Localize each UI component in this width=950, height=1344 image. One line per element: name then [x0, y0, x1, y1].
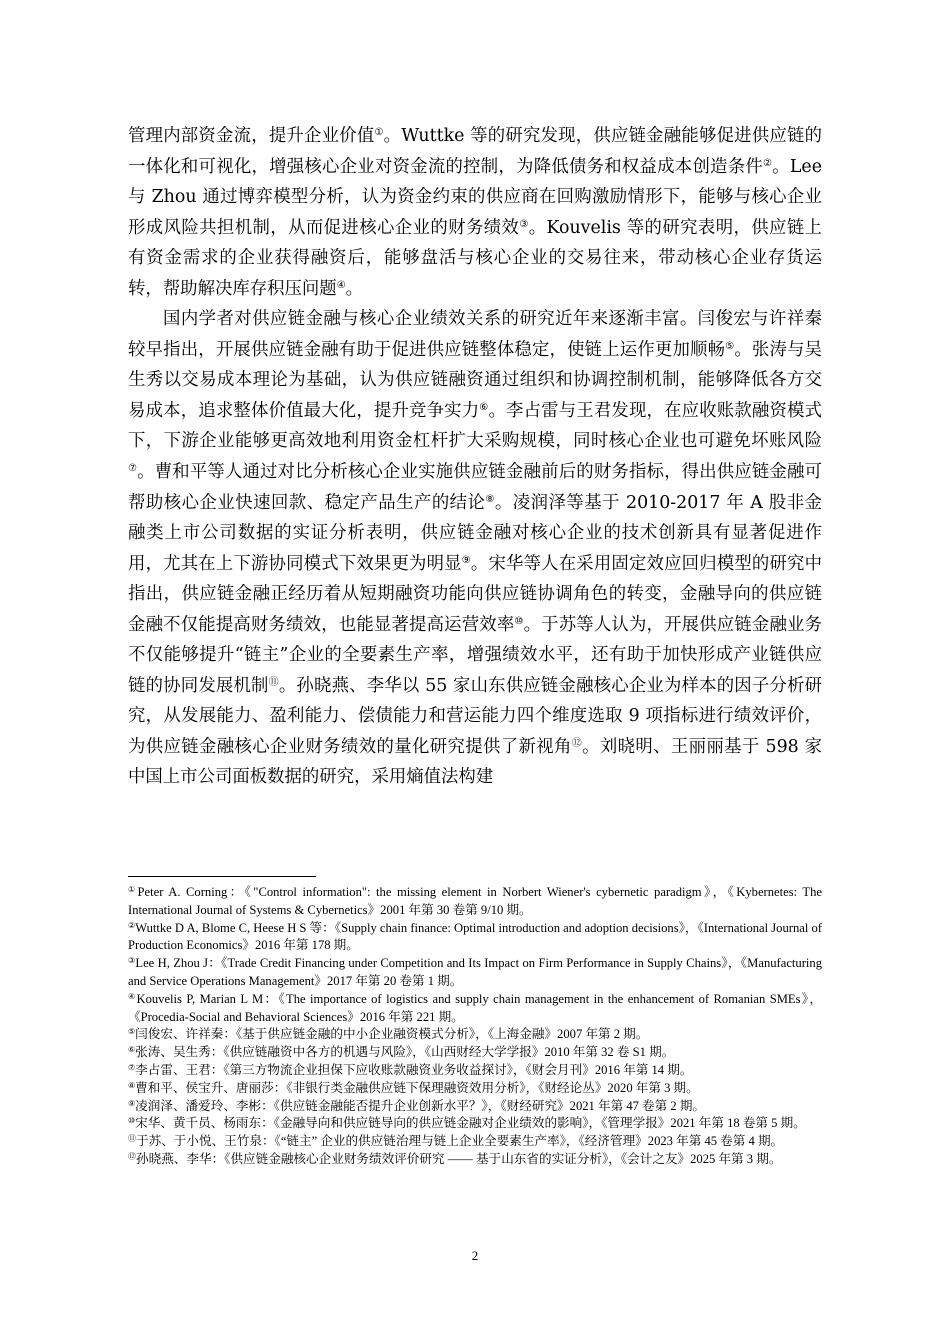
footnote-text: 于苏、于小悦、王竹泉：《“链主” 企业的供应链治理与链上企业全要素生产率》，《经济管理》2023 年第 45 卷第 4 期。	[136, 1134, 784, 1149]
footnote-separator	[128, 876, 316, 877]
footnote-reference[interactable]: ⑥	[479, 401, 489, 413]
body-text-run: 。Kouvelis 等的研究表明，供应链上有资金需求的企业获得融资后，能够盘活与核心企业的交易往来，带动核心企业存货运转，帮助解决库存积压问题	[128, 217, 823, 299]
page-number: 2	[471, 1248, 479, 1263]
footnotes	[128, 884, 822, 1169]
body-paragraph	[128, 304, 822, 793]
footnote-text: 凌润泽、潘爱玲、李彬：《供应链金融能否提升企业创新水平？》，《财经研究》2021 年第 47 卷第 2 期。	[135, 1098, 706, 1113]
footnote-mark: ②	[128, 920, 136, 930]
footnote-reference[interactable]: ③	[519, 218, 529, 230]
body-text-run: 。张涛与吴生秀以交易成本理论为基础，认为供应链融资通过组织和协调控制机制，能够降低各方交易成本，追求整体价值最大化，提升竞争实力	[128, 339, 822, 421]
footnote-mark: ①	[128, 885, 138, 894]
footnote-mark: ⑩	[128, 1116, 136, 1126]
footnote-reference[interactable]: ②	[763, 157, 773, 169]
body-text-run: 。Lee 与 Zhou 通过博弈模型分析，认为资金约束的供应商在回购激励情形下，能够与核心企业形成风险共担机制，从而促进核心企业的财务绩效	[128, 156, 822, 238]
footnote-item	[128, 991, 822, 1027]
footnote-text: Peter A. Corning：《"Control information": the missing element in Norbert Wiener's cybernetic paradigm》，《Kybernetes: The International Journal of Systems & Cybernetics》2001 年第 30 卷第 9/10 期。	[128, 885, 822, 917]
footnote-text: Kouvelis P, Marian L M：《The importance of logistics and supply chain management in the enhancement of Romanian SMEs》，《Procedia-Social and Behavioral Sciences》2016 年第 221 期。	[128, 991, 822, 1024]
footnote-text: 张涛、吴生秀：《供应链融资中各方的机遇与风险》，《山西财经大学学报》2010 年第 32 卷 S1 期。	[135, 1045, 675, 1060]
footnote-mark: ⑤	[128, 1027, 136, 1037]
footnote-reference[interactable]: ④	[336, 279, 346, 291]
body-text-run: 。刘晓明、王丽丽基于 598 家中国上市公司面板数据的研究，采用熵值法构建	[128, 736, 822, 788]
footnote-reference[interactable]: ⑫	[571, 737, 583, 749]
footnote-item	[128, 1044, 822, 1062]
footnote-text: Wuttke D A, Blome C, Heese H S 等：《Supply chain finance: Optimal introduction and adoption decisions》，《International Journal of Production Economics》2016 年第 178 期。	[128, 920, 823, 953]
footnote-reference[interactable]: ⑦	[128, 463, 138, 475]
footnote-item	[128, 1098, 822, 1116]
footnote-mark: ⑫	[128, 1151, 136, 1161]
footnote-mark: ⑧	[128, 1080, 136, 1090]
footnote-item	[128, 1151, 822, 1169]
footnote-text: 孙晓燕、李华：《供应链金融核心企业财务绩效评价研究 —— 基于山东省的实证分析》，《会计之友》2025 年第 3 期。	[136, 1151, 782, 1166]
footnote-item	[128, 1026, 822, 1044]
footnote-item	[128, 1115, 822, 1133]
footnote-item	[128, 884, 822, 920]
body-paragraph	[128, 121, 822, 304]
body-text-run: 国内学者对供应链金融与核心企业绩效关系的研究近年来逐渐丰富。闫俊宏与许祥秦较早指出，开展供应链金融有助于促进供应链整体稳定，使链上运作更加顺畅	[128, 309, 822, 360]
footnote-item	[128, 1062, 822, 1080]
footnote-text: Lee H, Zhou J：《Trade Credit Financing under Competition and Its Impact on Firm Performance in Supply Chains》，《Manufacturing and Service Operations Management》2017 年第 20 卷第 1 期。	[128, 956, 822, 988]
footnote-item	[128, 955, 822, 991]
footnote-text: 宋华、黄千员、杨雨东：《金融导向和供应链导向的供应链金融对企业绩效的影响》，《管理学报》2021 年第 18 卷第 5 期。	[135, 1116, 806, 1131]
footnote-mark: ⑪	[128, 1134, 136, 1144]
footnote-reference[interactable]: ⑧	[485, 493, 495, 505]
footnote-text: 曹和平、侯宝升、唐丽莎：《非银行类金融供应链下保理融资效用分析》，《财经论丛》2020 年第 3 期。	[135, 1080, 699, 1095]
body-text-run: 。于苏等人认为，开展供应链金融业务不仅能够提升“链主”企业的全要素生产率，增强绩效水平，还有助于加快形成产业链供应链的协同发展机制	[128, 614, 822, 696]
body-text-run: 。李占雷与王君发现，在应收账款融资模式下，下游企业能够更高效地利用资金杠杆扩大采购规模，同时核心企业也可避免坏账风险	[128, 400, 822, 452]
footnote-item	[128, 920, 822, 956]
footnote-mark: ③	[128, 956, 136, 966]
footnote-reference[interactable]: ⑨	[461, 554, 471, 566]
footnote-reference[interactable]: ⑪	[268, 676, 279, 688]
body-text-run: 。凌润泽等基于 2010-2017 年 A 股非金融类上市公司数据的实证分析表明，供应链金融对核心企业的技术创新具有显著促进作用，尤其在上下游协同模式下效果更为明显	[128, 492, 822, 574]
footnote-reference[interactable]: ⑤	[725, 340, 735, 352]
footnote-mark: ⑦	[128, 1062, 136, 1072]
footnote-item	[128, 1080, 822, 1098]
footnote-reference[interactable]: ①	[374, 127, 384, 138]
body-text-run: 。Wuttke 等的研究发现，供应链金融能够促进供应链的一体化和可视化，增强核心企业对资金流的控制，为降低债务和权益成本创造条件	[128, 126, 822, 177]
body-text	[128, 121, 822, 793]
footnote-text: 李占雷、王君：《第三方物流企业担保下应收账款融资业务收益探讨》，《财会月刊》2016 年第 14 期。	[135, 1062, 693, 1077]
body-text-run: 。宋华等人在采用固定效应回归模型的研究中指出，供应链金融正经历着从短期融资功能向供应链协调角色的转变，金融导向的供应链金融不仅能提高财务绩效，也能显著提高运营效率	[128, 553, 822, 635]
body-text-run: 。孙晓燕、李华以 55 家山东供应链金融核心企业为样本的因子分析研究，从发展能力、盈利能力、偿债能力和营运能力四个维度选取 9 项指标进行绩效评价，为供应链金融核心企业财务绩效的量化研究提供了新视角	[128, 675, 822, 757]
footnote-item	[128, 1133, 822, 1151]
body-text-run: 。	[345, 278, 364, 299]
body-text-run: 管理内部资金流，提升企业价值	[128, 126, 375, 146]
footnote-mark: ④	[128, 991, 137, 1001]
footnote-text: 闫俊宏、许祥秦：《基于供应链金融的中小企业融资模式分析》，《上海金融》2007 年第 2 期。	[135, 1027, 649, 1042]
footnote-mark: ⑥	[128, 1045, 136, 1055]
body-text-run: 。曹和平等人通过对比分析核心企业实施供应链金融前后的财务指标，得出供应链金融可帮助核心企业快速回款、稳定产品生产的结论	[128, 462, 822, 513]
footnote-reference[interactable]: ⑩	[514, 615, 524, 627]
footnote-mark: ⑨	[128, 1098, 136, 1108]
